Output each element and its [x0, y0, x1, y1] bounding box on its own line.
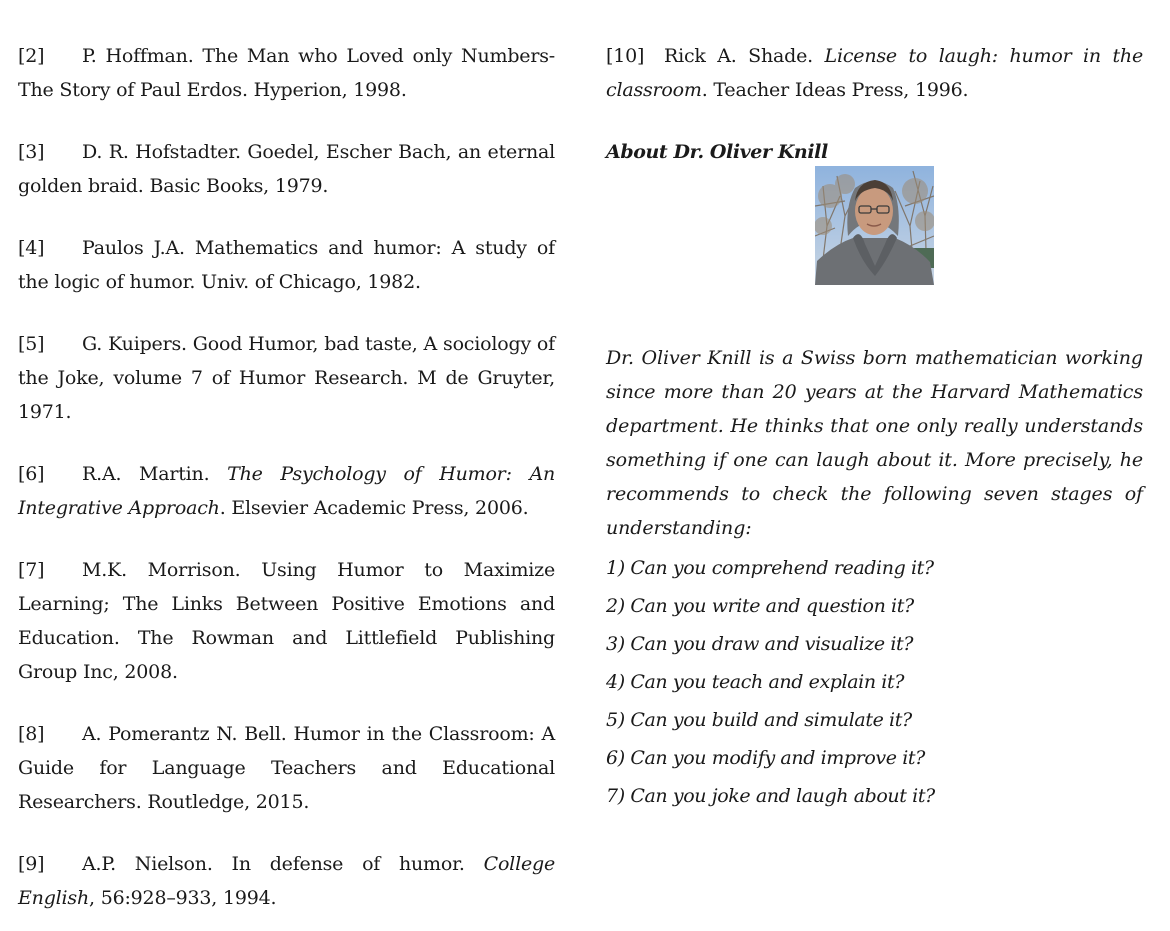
reference-text: , 56:928–933, 1994.	[89, 887, 277, 909]
reference-number: [3]	[18, 141, 45, 163]
reference-text: R.A. Martin.	[82, 463, 228, 485]
stage-item: 6) Can you modify and improve it?	[606, 747, 925, 769]
reference-item	[606, 39, 1143, 107]
about-heading: About Dr. Oliver Knill	[606, 141, 828, 163]
reference-number: [4]	[18, 237, 45, 259]
stage-item: 4) Can you teach and explain it?	[606, 671, 905, 693]
reference-text: D. R. Hofstadter. Goedel, Escher Bach, an eternal golden braid. Basic Books, 1979.	[18, 141, 555, 197]
reference-text: Paulos J.A. Mathematics and humor: A study of the logic of humor. Univ. of Chicago, 1982.	[18, 237, 555, 293]
understanding-stages-list	[606, 549, 935, 815]
reference-text: A. Pomerantz N. Bell. Humor in the Classroom: A Guide for Language Teachers and Educational Researchers. Routledge, 2015.	[18, 723, 555, 813]
reference-item	[18, 231, 555, 299]
stage-item: 3) Can you draw and visualize it?	[606, 633, 914, 655]
reference-item	[18, 39, 555, 107]
reference-number: [2]	[18, 45, 45, 67]
stage-item: 1) Can you comprehend reading it?	[606, 557, 934, 579]
reference-number: [8]	[18, 723, 45, 745]
author-photo	[815, 166, 934, 285]
reference-item	[18, 135, 555, 203]
reference-text: A.P. Nielson. In defense of humor.	[82, 853, 484, 875]
reference-text: . Elsevier Academic Press, 2006.	[219, 497, 529, 519]
reference-text: Rick A. Shade.	[664, 45, 825, 67]
reference-title-italic: College English	[18, 853, 555, 909]
reference-title-italic: The Psychology of Humor: An Integrative Approach	[18, 463, 555, 519]
reference-item	[18, 553, 555, 689]
stage-item: 7) Can you joke and laugh about it?	[606, 785, 935, 807]
author-bio: Dr. Oliver Knill is a Swiss born mathematician working since more than 20 years at the Harvard Mathematics department. He thinks that one only really understands something if one can laugh about it. More precisely, he recommends to check the following seven stages of understanding:	[606, 347, 1143, 539]
reference-item	[18, 327, 555, 429]
reference-number: [7]	[18, 559, 45, 581]
reference-text: P. Hoffman. The Man who Loved only Numbers-The Story of Paul Erdos. Hyperion, 1998.	[18, 45, 555, 101]
reference-number: [6]	[18, 463, 45, 485]
portrait-image	[815, 166, 934, 285]
reference-text: M.K. Morrison. Using Humor to Maximize Learning; The Links Between Positive Emotions and Education. The Rowman and Littlefield Publishing Group Inc, 2008.	[18, 559, 555, 683]
reference-item	[18, 457, 555, 525]
reference-text: G. Kuipers. Good Humor, bad taste, A sociology of the Joke, volume 7 of Humor Research. M de Gruyter, 1971.	[18, 333, 555, 423]
stage-item: 2) Can you write and question it?	[606, 595, 914, 617]
reference-number: [10]	[606, 45, 645, 67]
reference-item	[18, 847, 555, 915]
reference-item	[18, 717, 555, 819]
stage-item: 5) Can you build and simulate it?	[606, 709, 912, 731]
reference-title-italic: License to laugh: humor in the classroom	[606, 45, 1143, 101]
reference-number: [9]	[18, 853, 45, 875]
reference-text: . Teacher Ideas Press, 1996.	[701, 79, 969, 101]
reference-number: [5]	[18, 333, 45, 355]
